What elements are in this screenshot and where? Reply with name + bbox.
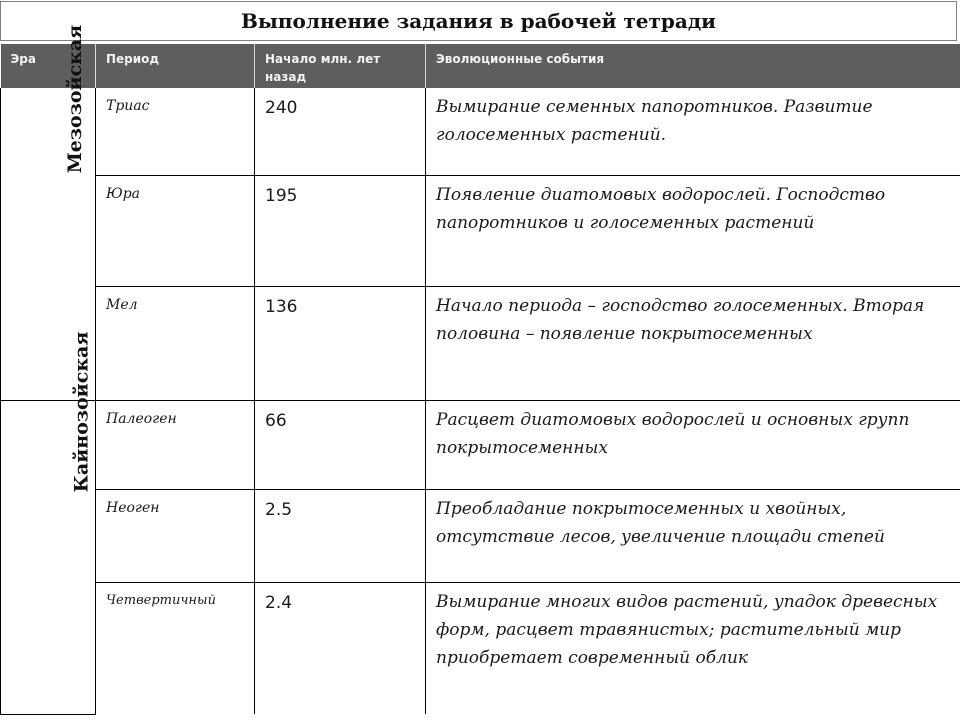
header-era: Эра <box>1 44 96 88</box>
header-period: Период <box>96 44 255 88</box>
period-cell: Триас <box>96 88 255 175</box>
header-row <box>1 44 960 88</box>
start-cell: 2.5 <box>255 489 426 582</box>
events-cell: Вымирание семенных папоротников. Развитие голосеменных растений. <box>426 88 960 175</box>
period-cell: Юра <box>96 175 255 286</box>
start-cell: 66 <box>255 400 426 489</box>
period-cell: Четвертичный <box>96 582 255 714</box>
events-cell: Начало периода – господство голосеменных. Вторая половина – появление покрытосеменных <box>426 286 960 400</box>
start-cell: 240 <box>255 88 426 175</box>
events-cell: Расцвет диатомовых водорослей и основных групп покрытосеменных <box>426 400 960 489</box>
table-row <box>1 582 960 714</box>
table-row <box>1 489 960 582</box>
era-table <box>0 24 960 715</box>
header-start: Начало млн. лет назад <box>255 44 426 88</box>
events-cell: Появление диатомовых водорослей. Господство папоротников и голосеменных растений <box>426 175 960 286</box>
era-label: Мезозойская <box>64 24 87 174</box>
era-cell-cenozoic <box>1 331 96 714</box>
header-events: Эволюционные события <box>426 44 960 88</box>
period-cell: Палеоген <box>96 400 255 489</box>
table-row <box>1 286 960 400</box>
table-row <box>1 400 960 489</box>
start-cell: 195 <box>255 175 426 286</box>
table-row <box>1 88 960 175</box>
start-cell: 136 <box>255 286 426 400</box>
period-cell: Неоген <box>96 489 255 582</box>
period-cell: Мел <box>96 286 255 400</box>
era-label: Кайнозойская <box>70 331 93 492</box>
start-cell: 2.4 <box>255 582 426 714</box>
events-cell: Вымирание многих видов растений, упадок древесных форм, расцвет травянистых; растительный мир приобретает современный облик <box>426 582 960 714</box>
events-cell: Преобладание покрытосеменных и хвойных, отсутствие лесов, увеличение площади степей <box>426 489 960 582</box>
page-title: Выполнение задания в рабочей тетради <box>0 1 957 41</box>
table-row <box>1 175 960 286</box>
